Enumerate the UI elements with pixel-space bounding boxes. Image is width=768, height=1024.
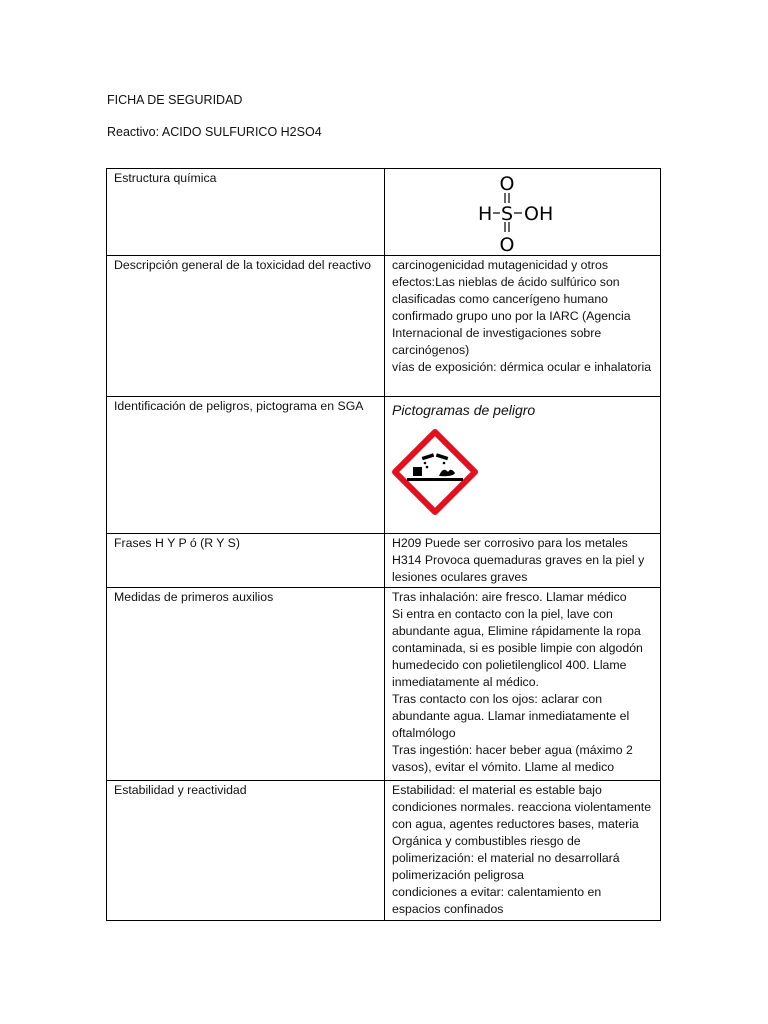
table-row: [107, 588, 661, 781]
atom-h: H: [478, 203, 493, 225]
table-row: [107, 534, 661, 588]
phrases-label: Frases H Y P ó (R Y S): [107, 534, 385, 588]
pictogram-cell: [385, 397, 661, 534]
atom-o-bottom: O: [499, 234, 515, 254]
structure-label: Estructura química: [107, 169, 385, 256]
safety-table: [106, 168, 661, 921]
toxicity-value: carcinogenicidad mutagenicidad y otros efectos:Las nieblas de ácido sulfúrico son clasificadas como cancerígeno humano confirmado grupo uno por la IARC (Agencia Internacional de investigaciones sobre carcinógenos) vías de exposición: dérmica ocular e inhalatoria: [385, 256, 661, 397]
hazards-label: Identificación de peligros, pictograma en SGA: [107, 397, 385, 534]
table-row: [107, 781, 661, 921]
structure-cell: [385, 169, 661, 256]
stability-value: Estabilidad: el material es estable bajo condiciones normales. reacciona violentamente con agua, agentes reductores bases, materia Orgánica y combustibles riesgo de polimerización: el material no desarrollará polimerización peligrosa condiciones a evitar: calentamiento en espacios confinados: [385, 781, 661, 921]
atom-s: S: [500, 203, 514, 225]
reagent-name: Reactivo: ACIDO SULFURICO H2SO4: [107, 125, 322, 139]
first-aid-value: Tras inhalación: aire fresco. Llamar médico Si entra en contacto con la piel, lave con abundante agua, Elimine rápidamente la ropa contaminada, si es posible limpie con algodón humedecido con polietilenglicol 400. Llame inmediatamente al médico. Tras contacto con los ojos: aclarar con abundante agua. Llamar inmediatamente el oftalmólogo Tras ingestión: hacer beber agua (máximo 2 vasos), evitar el vómito. Llame al medico: [385, 588, 661, 781]
atom-o-top: O: [499, 173, 515, 195]
chemical-structure: [392, 170, 652, 254]
phrases-value: H209 Puede ser corrosivo para los metales H314 Provoca quemaduras graves en la piel y lesiones oculares graves: [385, 534, 661, 588]
corrosion-icon: [392, 429, 478, 515]
atom-oh: OH: [524, 203, 554, 225]
table-row: [107, 256, 661, 397]
pictogram-title: Pictogramas de peligro: [392, 402, 536, 418]
first-aid-label: Medidas de primeros auxilios: [107, 588, 385, 781]
document-title: FICHA DE SEGURIDAD: [107, 93, 243, 107]
stability-label: Estabilidad y reactividad: [107, 781, 385, 921]
sulfuric-acid-structure-icon: [476, 170, 616, 254]
table-row: [107, 169, 661, 256]
table-row: [107, 397, 661, 534]
toxicity-label: Descripción general de la toxicidad del reactivo: [107, 256, 385, 397]
